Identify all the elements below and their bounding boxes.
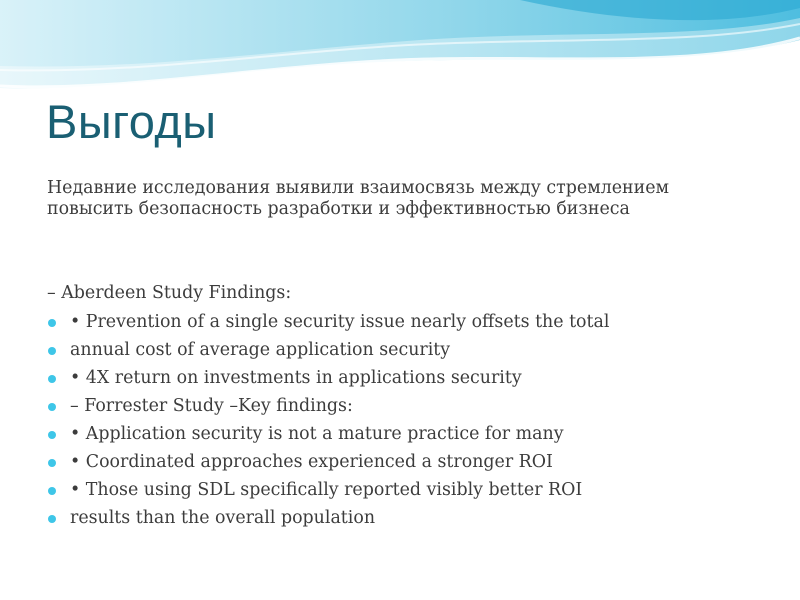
list-item-text: • Coordinated approaches experienced a stronger ROI <box>70 452 553 472</box>
bullet-dot-icon <box>48 319 56 327</box>
list-item <box>0 448 800 476</box>
list-item <box>0 392 800 420</box>
intro-paragraph: Недавние исследования выявили взаимосвязь между стремлением повысить безопасность разработки и эффективностью бизнеса <box>47 178 670 219</box>
list-item <box>0 504 800 532</box>
list-item-text: • 4X return on investments in applications security <box>70 368 522 388</box>
list-item <box>0 420 800 448</box>
bullet-dot-icon <box>48 347 56 355</box>
bullet-dot-icon <box>48 403 56 411</box>
list-item-text: – Forrester Study –Key findings: <box>70 396 353 416</box>
bullet-dot-icon <box>48 375 56 383</box>
bullet-dot-icon <box>48 515 56 523</box>
list-item-text: annual cost of average application security <box>70 340 451 360</box>
subheading-aberdeen: – Aberdeen Study Findings: <box>47 283 292 303</box>
list-item-text: • Application security is not a mature practice for many <box>70 424 564 444</box>
list-item <box>0 308 800 336</box>
bullet-dot-icon <box>48 459 56 467</box>
list-item <box>0 364 800 392</box>
list-item <box>0 336 800 364</box>
slide-title: Выгоды <box>46 95 217 148</box>
list-item-text: • Those using SDL specifically reported visibly better ROI <box>70 480 583 500</box>
bullet-dot-icon <box>48 487 56 495</box>
list-item <box>0 476 800 504</box>
bullet-dot-icon <box>48 431 56 439</box>
list-item-text: • Prevention of a single security issue nearly offsets the total <box>70 312 610 332</box>
list-item-text: results than the overall population <box>70 508 376 528</box>
